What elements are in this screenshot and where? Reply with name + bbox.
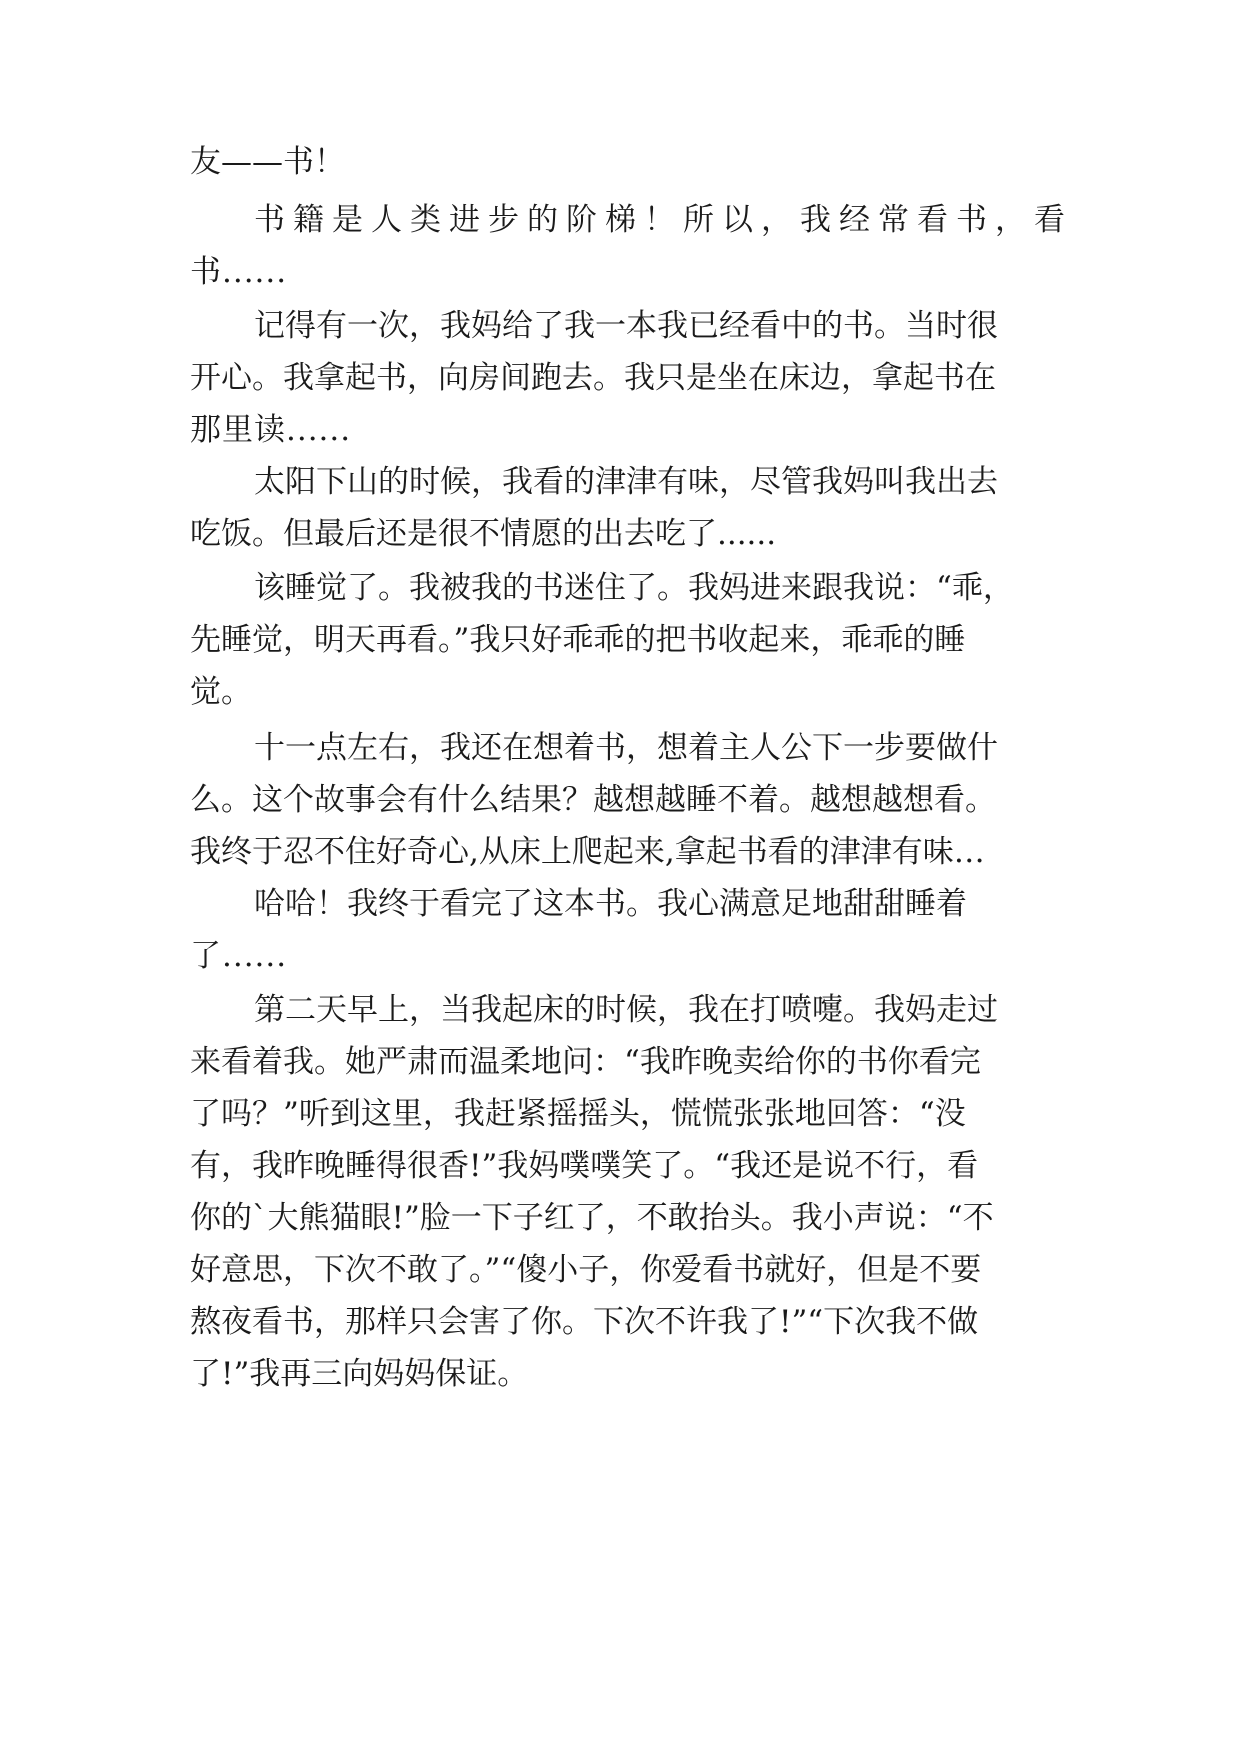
- text-line-15: 哈哈！我终于看完了这本书。我心满意足地甜甜睡着: [254, 886, 967, 922]
- text-line-23: 熬夜看书，那样只会害了你。下次不许我了!”“下次我不做: [190, 1304, 979, 1340]
- text-line-17: 第二天早上，当我起床的时候，我在打喷嚏。我妈走过: [254, 992, 998, 1028]
- text-line-5: 开心。我拿起书，向房间跑去。我只是坐在床边，拿起书在: [190, 360, 996, 396]
- text-line-8: 吃饭。但最后还是很不情愿的出去吃了......: [190, 516, 777, 552]
- text-line-2: 书籍是人类进步的阶梯！所以，我经常看书，看: [254, 202, 1073, 238]
- text-line-21: 你的`大熊猫眼!”脸一下子红了，不敢抬头。我小声说：“不: [190, 1200, 994, 1236]
- text-line-22: 好意思，下次不敢了。”“傻小子，你爱看书就好，但是不要: [190, 1252, 982, 1288]
- text-line-14: 我终于忍不住好奇心,从床上爬起来,拿起书看的津津有味…: [190, 834, 985, 870]
- text-line-9: 该睡觉了。我被我的书迷住了。我妈进来跟我说：“乖，: [254, 570, 1014, 606]
- text-line-12: 十一点左右，我还在想着书，想着主人公下一步要做什: [254, 730, 998, 766]
- text-line-20: 有，我昨晚睡得很香!”我妈噗噗笑了。“我还是说不行，看: [190, 1148, 979, 1184]
- text-line-11: 觉。: [190, 674, 252, 710]
- text-line-13: 么。这个故事会有什么结果？越想越睡不着。越想越想看。: [190, 782, 996, 818]
- text-line-18: 来看着我。她严肃而温柔地问：“我昨晚卖给你的书你看完: [190, 1044, 981, 1080]
- text-line-4: 记得有一次，我妈给了我一本我已经看中的书。当时很: [254, 308, 998, 344]
- text-line-19: 了吗？”听到这里，我赶紧摇摇头，慌慌张张地回答：“没: [190, 1096, 966, 1132]
- text-line-24: 了!”我再三向妈妈保证。: [190, 1356, 529, 1392]
- text-line-16: 了......: [190, 938, 288, 974]
- text-line-10: 先睡觉，明天再看。”我只好乖乖的把书收起来，乖乖的睡: [190, 622, 966, 658]
- text-line-7: 太阳下山的时候，我看的津津有味，尽管我妈叫我出去: [254, 464, 998, 500]
- text-line-1: 友——书！: [190, 144, 345, 180]
- text-line-3: 书......: [190, 254, 288, 290]
- text-line-6: 那里读......: [190, 412, 352, 448]
